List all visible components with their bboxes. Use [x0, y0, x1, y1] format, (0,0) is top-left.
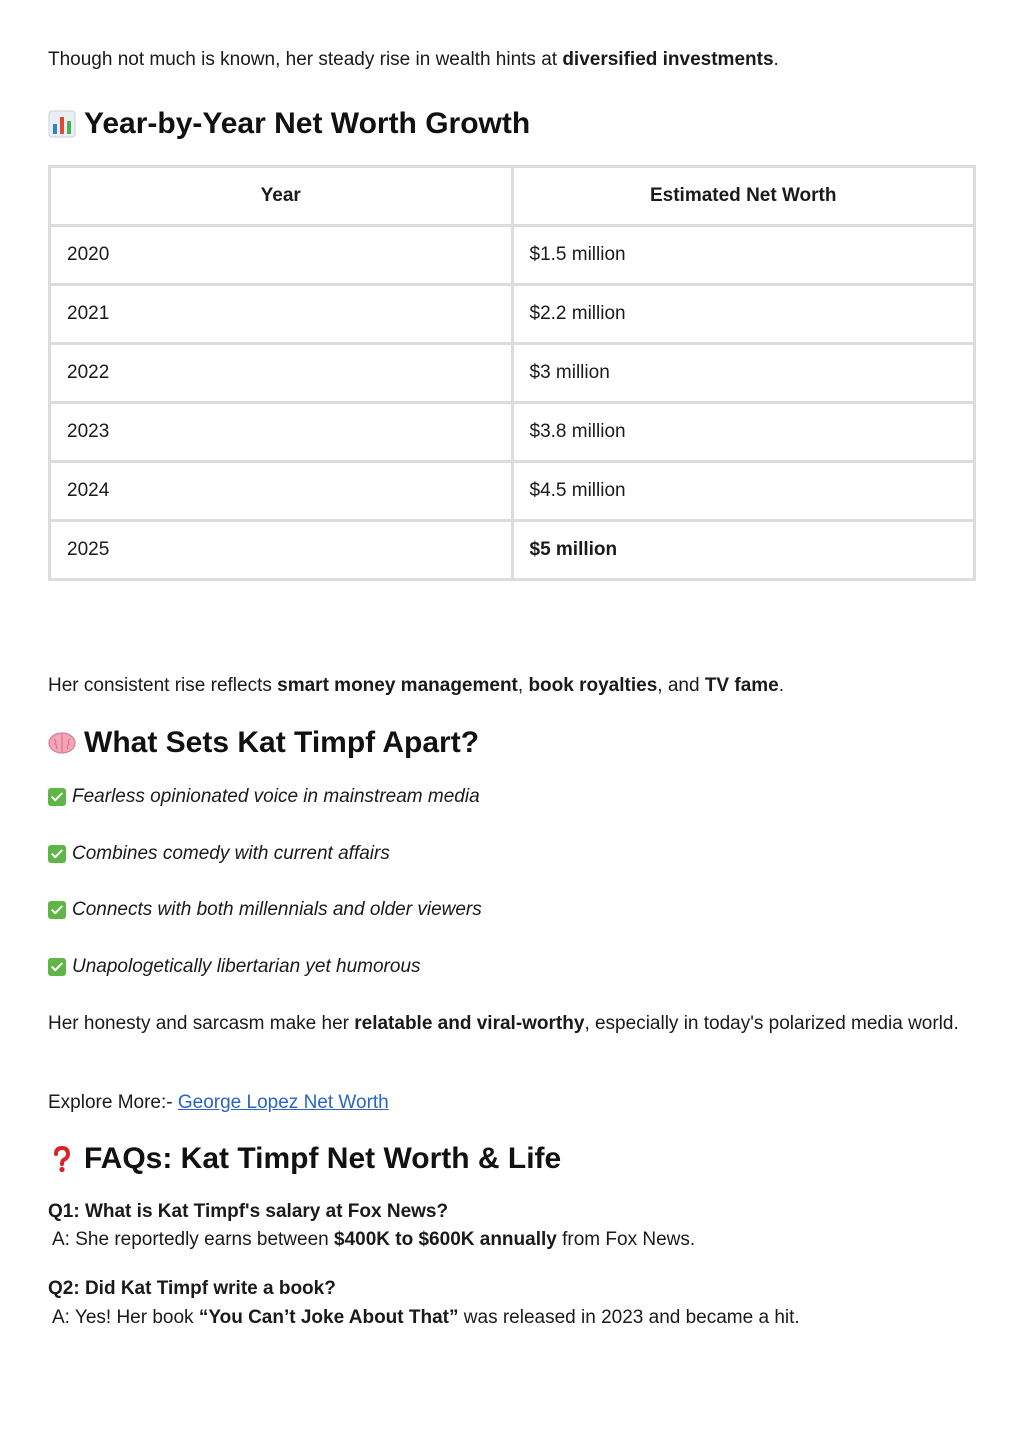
faq-heading-text: FAQs: Kat Timpf Net Worth & Life [84, 1142, 562, 1175]
list-item-text: Fearless opinionated voice in mainstream media [72, 786, 480, 807]
rise-bold-3: TV fame [704, 675, 779, 696]
bar-chart-icon [48, 110, 76, 138]
net-worth-table [48, 165, 976, 581]
worth-cell [512, 521, 975, 580]
faq-answer-2-suffix: was released in 2023 and became a hit. [458, 1307, 800, 1328]
table-row [50, 285, 975, 344]
year-cell: 2022 [50, 344, 513, 403]
honesty-suffix: , especially in today's polarized media world. [584, 1013, 959, 1034]
year-cell: 2020 [50, 226, 513, 285]
check-mark-icon [48, 901, 66, 919]
year-column-header: Year [50, 167, 513, 226]
table-header-row [50, 167, 975, 226]
year-cell: 2023 [50, 403, 513, 462]
explore-label: Explore More:- [48, 1092, 178, 1113]
list-item [48, 953, 421, 981]
list-item-text: Connects with both millennials and older viewers [72, 899, 482, 920]
faq-answer-1-suffix: from Fox News. [556, 1229, 696, 1250]
honesty-paragraph [48, 1010, 976, 1038]
rise-sep-1: , [517, 675, 529, 696]
faq-answer-2-prefix: A: Yes! Her book [52, 1307, 199, 1328]
worth-cell: $2.2 million [512, 285, 975, 344]
worth-cell-bold: $5 million [529, 539, 618, 560]
check-mark-icon [48, 788, 66, 806]
worth-cell: $1.5 million [512, 226, 975, 285]
growth-heading-text: Year-by-Year Net Worth Growth [84, 107, 531, 140]
list-item [48, 896, 482, 924]
explore-more [48, 1089, 976, 1117]
rise-paragraph [48, 672, 976, 700]
faq-question-2: Q2: Did Kat Timpf write a book? [48, 1278, 336, 1299]
apart-heading [48, 723, 479, 763]
year-cell: 2024 [50, 462, 513, 521]
question-mark-icon [48, 1145, 76, 1173]
faq-heading [48, 1139, 561, 1179]
worth-cell: $3.8 million [512, 403, 975, 462]
rise-prefix: Her consistent rise reflects [48, 675, 278, 696]
faq-answer-2 [48, 1304, 976, 1332]
check-mark-icon [48, 958, 66, 976]
rise-suffix: . [778, 675, 785, 696]
table-row [50, 462, 975, 521]
rise-sep-2: , and [657, 675, 705, 696]
rise-bold-2: book royalties [528, 675, 658, 696]
table-row [50, 403, 975, 462]
faq-question-1: Q1: What is Kat Timpf's salary at Fox News? [48, 1201, 449, 1222]
year-cell: 2025 [50, 521, 513, 580]
list-item-text: Unapologetically libertarian yet humorous [72, 956, 421, 977]
brain-icon [48, 729, 76, 757]
faq-answer-1-prefix: A: She reportedly earns between [52, 1229, 335, 1250]
table-row [50, 226, 975, 285]
year-cell: 2021 [50, 285, 513, 344]
table-row [50, 521, 975, 580]
list-item [48, 840, 390, 868]
george-lopez-link[interactable]: George Lopez Net Worth [177, 1092, 389, 1113]
net-worth-column-header: Estimated Net Worth [512, 167, 975, 226]
honesty-prefix: Her honesty and sarcasm make her [48, 1013, 355, 1034]
intro-bold: diversified investments [562, 49, 774, 70]
apart-heading-text: What Sets Kat Timpf Apart? [84, 726, 480, 759]
worth-cell: $3 million [512, 344, 975, 403]
table-row [50, 344, 975, 403]
list-item-text: Combines comedy with current affairs [72, 843, 390, 864]
growth-heading [48, 104, 530, 144]
rise-bold-1: smart money management [277, 675, 518, 696]
faq-answer-2-bold: “You Can’t Joke About That” [198, 1307, 459, 1328]
intro-suffix: . [773, 49, 779, 70]
faq-answer-1 [48, 1226, 976, 1254]
check-mark-icon [48, 845, 66, 863]
faq-answer-1-bold: $400K to $600K annually [334, 1229, 557, 1250]
list-item [48, 783, 480, 811]
honesty-bold: relatable and viral-worthy [354, 1013, 585, 1034]
intro-paragraph [48, 46, 976, 74]
intro-prefix: Though not much is known, her steady rise in wealth hints at [48, 49, 563, 70]
worth-cell: $4.5 million [512, 462, 975, 521]
